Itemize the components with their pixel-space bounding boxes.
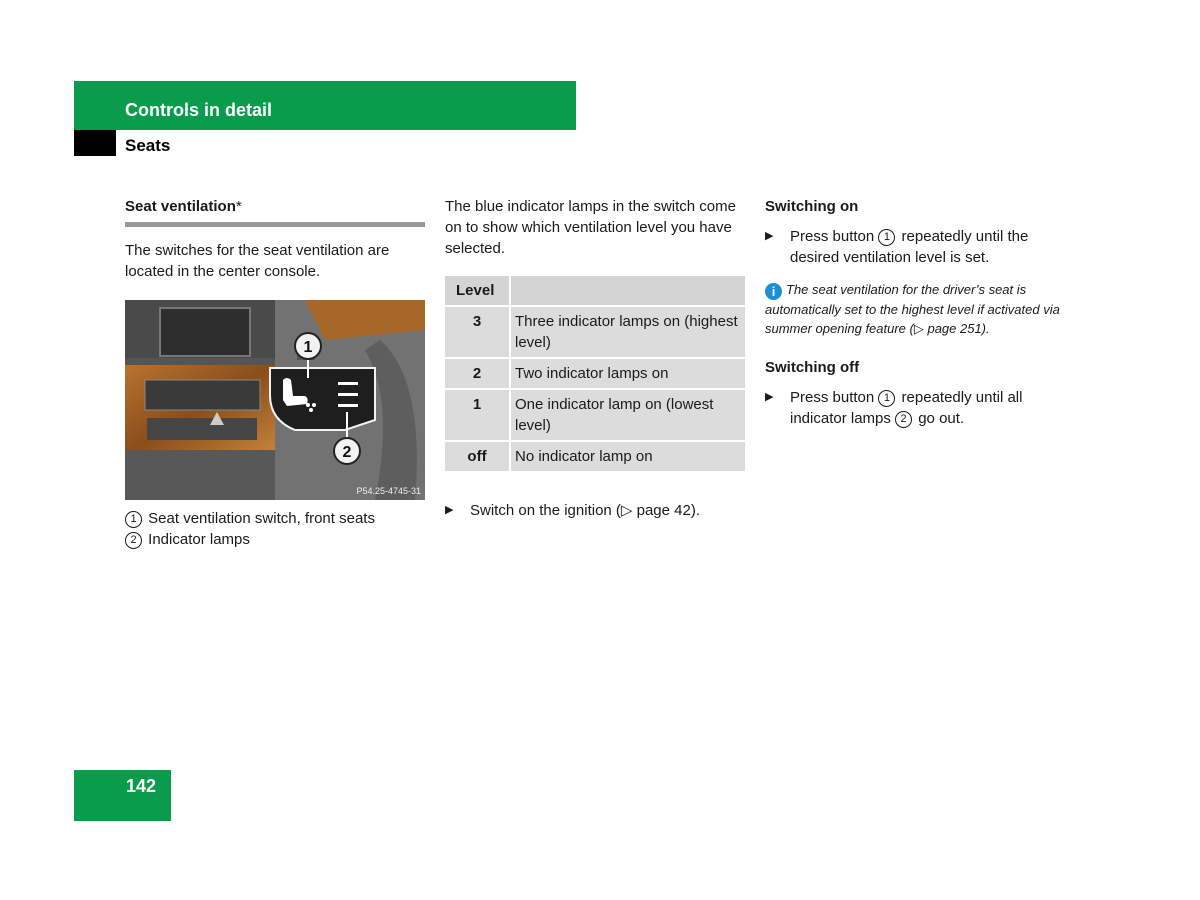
bullet-arrow-icon: ▶	[765, 230, 774, 242]
legend-item: 1 Seat ventilation switch, front seats	[125, 508, 425, 529]
switching-on-step: ▶ Press button 1 repeatedly until the desired ventilation level is set.	[765, 228, 1029, 266]
heading-rule	[125, 222, 425, 227]
legend-item: 2 Indicator lamps	[125, 529, 425, 550]
column-middle	[445, 196, 745, 521]
ventilation-level-table	[445, 276, 745, 473]
level-column-header: Level	[445, 276, 511, 307]
description-column-header	[511, 276, 745, 307]
svg-text:1: 1	[303, 339, 313, 356]
switching-off-heading: Switching off	[765, 359, 860, 376]
column-left	[125, 196, 425, 550]
page-number-box	[74, 770, 171, 821]
photo-legend	[125, 508, 425, 550]
section-title: Seats	[125, 136, 171, 155]
switching-on-heading: Switching on	[765, 198, 859, 215]
column-right	[765, 196, 1075, 429]
bullet-arrow-icon: ▶	[765, 391, 774, 403]
info-note: i The seat ventilation for the driver’s seat is automatically set to the highest level if activated via summer opening feature (▷ page 251).	[765, 282, 1060, 336]
console-illustration	[125, 300, 425, 500]
seat-ventilation-heading: Seat ventilation*	[125, 198, 242, 215]
bullet-arrow-icon: ▶	[445, 504, 454, 516]
indicator-intro: The blue indicator lamps in the switch come on to show which ventilation level you have selected.	[445, 198, 736, 257]
section-marker	[74, 130, 116, 156]
page-number: 142	[126, 776, 157, 796]
info-icon: i	[765, 283, 782, 300]
ignition-step: ▶ Switch on the ignition (▷ page 42).	[445, 502, 701, 519]
chapter-title: Controls in detail	[125, 100, 273, 120]
image-code: P54.25-4745-31	[356, 486, 421, 496]
table-row: 2 Two indicator lamps on	[445, 359, 745, 390]
table-row: off No indicator lamp on	[445, 442, 745, 473]
intro-text: The switches for the seat ventilation are located in the center console.	[125, 242, 390, 280]
table-row: 1 One indicator lamp on (lowest level)	[445, 390, 745, 442]
table-header-row	[445, 276, 745, 307]
center-console-photo	[125, 300, 425, 500]
table-row: 3 Three indicator lamps on (highest level)	[445, 307, 745, 359]
switching-off-step: ▶ Press button 1 repeatedly until all indicator lamps 2 go out.	[765, 389, 1023, 427]
svg-text:2: 2	[342, 444, 352, 461]
